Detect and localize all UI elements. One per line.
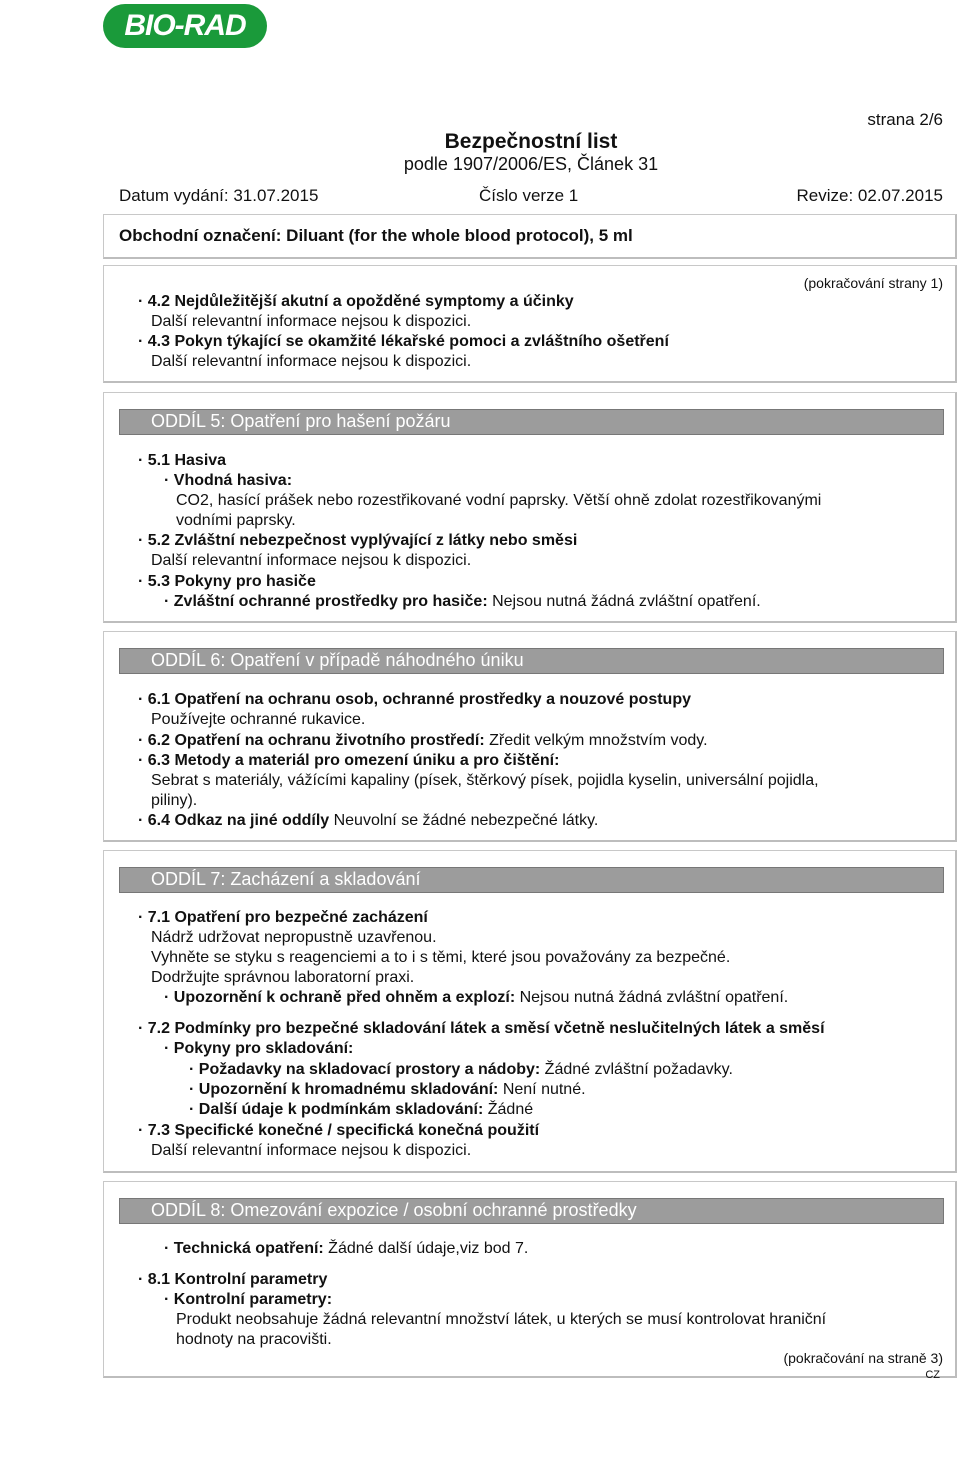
bio-rad-logo: [103, 4, 267, 48]
s72-a: [189, 1060, 733, 1080]
s64-text: Neuvolní se žádné nebezpečné látky.: [329, 812, 599, 829]
s71-sub-label: · Upozornění k ochraně před ohněm a explozí:: [164, 989, 516, 1006]
s51-line1: CO2, hasící prášek nebo rozestřikované vodní paprsky. Větší ohně zdolat rozestřikovanými: [176, 492, 822, 509]
s72-c: [189, 1100, 533, 1120]
revision-date: Revize: 02.07.2015: [796, 186, 943, 205]
s53-title: · 5.3 Pokyny pro hasiče: [138, 573, 316, 590]
s81-line2: hodnoty na pracovišti.: [176, 1331, 332, 1348]
s63-line1: Sebrat s materiály, vážícími kapaliny (písek, štěrkový písek, pojidla kyselin, universální pojidla,: [151, 772, 819, 789]
version-number: Číslo verze 1: [479, 186, 579, 205]
s43-text: Další relevantní informace nejsou k dispozici.: [151, 353, 472, 370]
s61-text: Používejte ochranné rukavice.: [151, 711, 366, 728]
s72-a-text: Žádné zvláštní požadavky.: [540, 1061, 733, 1078]
s72-title: · 7.2 Podmínky pro bezpečné skladování látek a směsí včetně neslučitelných látek a směsí: [138, 1020, 825, 1037]
s72-b-label: · Upozornění k hromadnému skladování:: [189, 1081, 499, 1098]
s71-sub-text: Nejsou nutná žádná zvláštní opatření.: [515, 989, 789, 1006]
section-6-heading-bar: [119, 648, 944, 674]
s62-label: · 6.2 Opatření na ochranu životního prostředí:: [138, 732, 485, 749]
s53-sub-label: · Zvláštní ochranné prostředky pro hasiče:: [164, 593, 488, 610]
s81-title: · 8.1 Kontrolní parametry: [138, 1271, 328, 1288]
s43-title: · 4.3 Pokyn týkající se okamžité lékařské pomoci a zvláštního ošetření: [138, 333, 669, 350]
s51-title: · 5.1 Hasiva: [138, 452, 227, 469]
section-6-heading: ODDÍL 6: Opatření v případě náhodného úniku: [151, 650, 524, 670]
section-7-heading-bar: [119, 867, 944, 893]
s61-title: · 6.1 Opatření na ochranu osob, ochranné prostředky a nouzové postupy: [138, 691, 691, 708]
s73-text: Další relevantní informace nejsou k dispozici.: [151, 1142, 472, 1159]
tech-label: · Technická opatření:: [164, 1240, 324, 1257]
s81-sub: · Kontrolní parametry:: [164, 1291, 333, 1308]
s71-sub: [164, 988, 788, 1008]
s72-sub: · Pokyny pro skladování:: [164, 1040, 354, 1057]
continued-from: (pokračování strany 1): [803, 275, 943, 291]
continued-to: (pokračování na straně 3): [783, 1350, 943, 1366]
section-5-heading: ODDÍL 5: Opatření pro hašení požáru: [151, 411, 451, 431]
s62: [138, 731, 708, 751]
s42-text: Další relevantní informace nejsou k dispozici.: [151, 313, 472, 330]
logo-text: BIO-RAD: [124, 9, 246, 42]
section-8-heading: ODDÍL 8: Omezování expozice / osobní ochranné prostředky: [151, 1200, 637, 1220]
s52-title: · 5.2 Zvláštní nebezpečnost vyplývající z látky nebo směsi: [138, 532, 578, 549]
s71-line3: Dodržujte správnou laboratorní praxi.: [151, 969, 415, 986]
section-8-heading-bar: [119, 1198, 944, 1224]
section-5-heading-bar: [119, 409, 944, 435]
s71-line1: Nádrž udržovat nepropustně uzavřenou.: [151, 929, 437, 946]
s71-line2: Vyhněte se styku s reagenciemi a to i s těmi, které jsou považovány za bezpečné.: [151, 949, 731, 966]
country-code: CZ: [925, 1369, 940, 1381]
s64: [138, 811, 598, 831]
section-7-heading: ODDÍL 7: Zacházení a skladování: [151, 869, 421, 889]
page-number: strana 2/6: [867, 110, 943, 129]
s72-c-label: · Další údaje k podmínkám skladování:: [189, 1101, 484, 1118]
s53-sub-text: Nejsou nutná žádná zvláštní opatření.: [487, 593, 761, 610]
s52-text: Další relevantní informace nejsou k dispozici.: [151, 552, 472, 569]
tech-text: Žádné další údaje,viz bod 7.: [323, 1240, 529, 1257]
trade-name: Obchodní označení: Diluant (for the whole blood protocol), 5 ml: [119, 226, 633, 245]
s72-b-text: Není nutné.: [498, 1081, 586, 1098]
trade-name-box: [103, 214, 957, 259]
s72-c-text: Žádné: [483, 1101, 534, 1118]
s62-text: Zředit velkým množstvím vody.: [484, 732, 708, 749]
issue-date: Datum vydání: 31.07.2015: [119, 186, 319, 205]
s81-line1: Produkt neobsahuje žádná relevantní množství látek, u kterých se musí kontrolovat hraniční: [176, 1311, 827, 1328]
s71-title: · 7.1 Opatření pro bezpečné zacházení: [138, 909, 428, 926]
document-subtitle: podle 1907/2006/ES, Článek 31: [403, 154, 659, 174]
tech-measures: [164, 1239, 528, 1259]
s63-line2: piliny).: [151, 792, 198, 809]
s51-line2: vodními paprsky.: [176, 512, 296, 529]
s72-b: [189, 1080, 586, 1100]
s51-sub: · Vhodná hasiva:: [164, 472, 293, 489]
document-title: Bezpečnostní list: [444, 130, 618, 153]
s42-title: · 4.2 Nejdůležitější akutní a opožděné symptomy a účinky: [138, 293, 574, 310]
s73-title: · 7.3 Specifické konečné / specifická konečná použití: [138, 1122, 540, 1139]
s63-title: · 6.3 Metody a materiál pro omezení úniku a pro čištění:: [138, 752, 560, 769]
s64-label: · 6.4 Odkaz na jiné oddíly: [138, 812, 330, 829]
s53-sub: [164, 592, 761, 612]
s72-a-label: · Požadavky na skladovací prostory a nádoby:: [189, 1061, 541, 1078]
